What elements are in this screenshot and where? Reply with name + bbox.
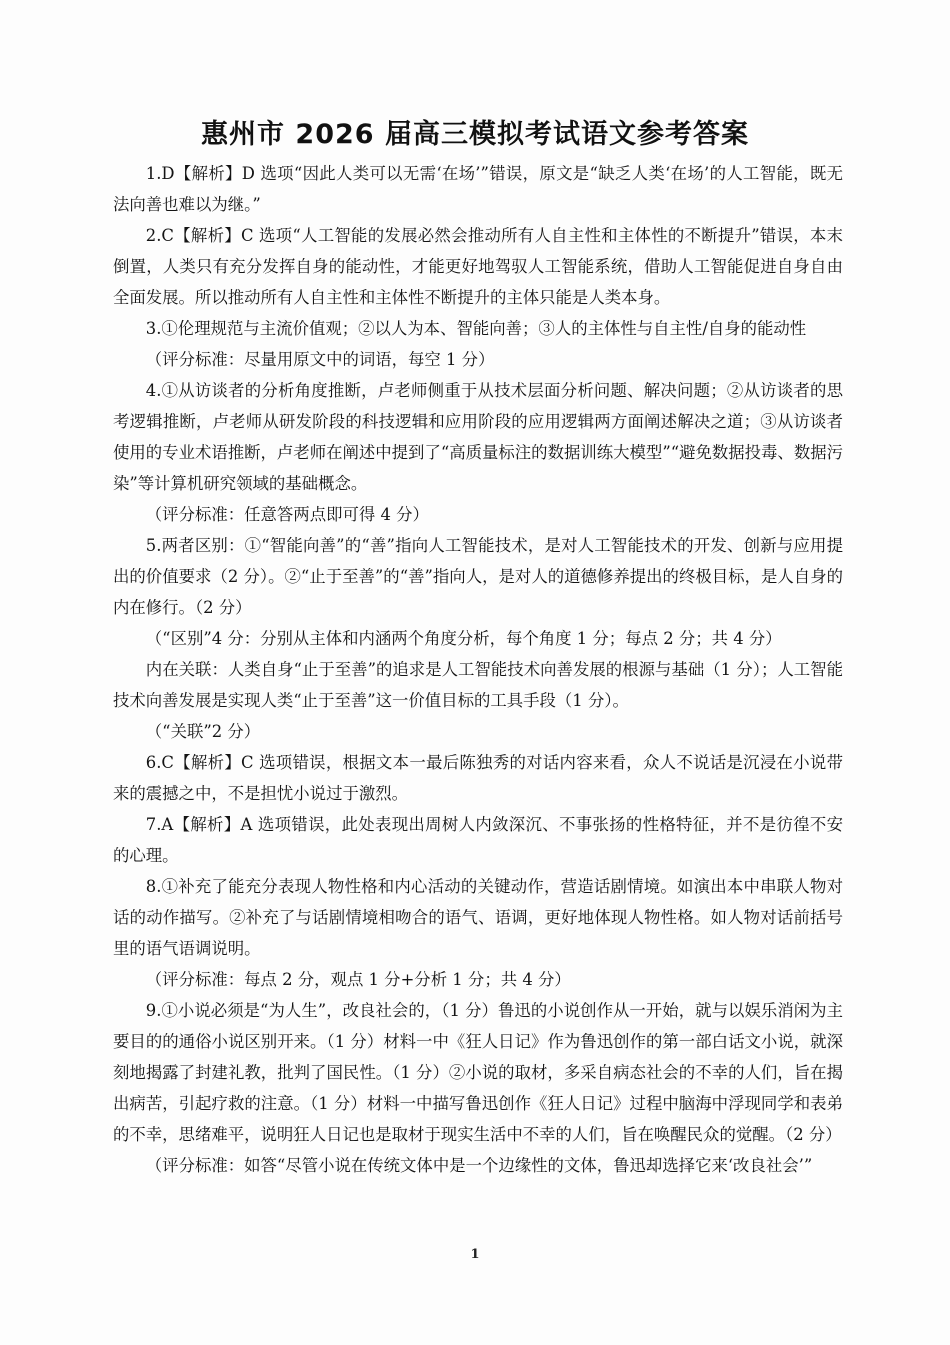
scoring-note-5-relation: （“关联”2 分） xyxy=(145,722,261,741)
scoring-note-5-difference: （“区别”4 分：分别从主体和内涵两个角度分析，每个角度 1 分；每点 2 分；共 4 分） xyxy=(145,629,782,648)
answer-8: 8.①补充了能充分表现人物性格和内心活动的关键动作，营造话剧情境。如演出本中串联人物对话的动作描写。②补充了与话剧情境相吻合的语气、语调，更好地体现人物性格。如人物对话前括号里的语气语调说明。 xyxy=(113,877,843,958)
answer-7: 7.A【解析】A 选项错误，此处表现出周树人内敛深沉、不事张扬的性格特征，并不是彷徨不安的心理。 xyxy=(113,815,843,865)
answer-2: 2.C【解析】C 选项“人工智能的发展必然会推动所有人自主性和主体性的不断提升”错误，本末倒置，人类只有充分发挥自身的能动性，才能更好地驾驭人工智能系统，借助人工智能促进自身自由全面发展。所以推动所有人自主性和主体性不断提升的主体只能是人类本身。 xyxy=(113,226,843,307)
answer-6: 6.C【解析】C 选项错误，根据文本一最后陈独秀的对话内容来看，众人不说话是沉浸在小说带来的震撼之中，不是担忧小说过于激烈。 xyxy=(113,753,843,803)
scoring-note-8: （评分标准：每点 2 分，观点 1 分+分析 1 分；共 4 分） xyxy=(145,970,571,989)
answer-1: 1.D【解析】D 选项“因此人类可以无需‘在场’”错误，原文是“缺乏人类‘在场’的人工智能，既无法向善也难以为继。” xyxy=(113,164,843,214)
scoring-note-4: （评分标准：任意答两点即可得 4 分） xyxy=(145,505,429,524)
answer-3: 3.①伦理规范与主流价值观；②以人为本、智能向善；③人的主体性与自主性/自身的能动性 xyxy=(145,319,807,338)
page-title: 惠州市 2026 届高三模拟考试语文参考答案 xyxy=(201,119,749,150)
answer-5-relation: 内在关联：人类自身“止于至善”的追求是人工智能技术向善发展的根源与基础（1 分）；人工智能技术向善发展是实现人类“止于至善”这一价值目标的工具手段（1 分）。 xyxy=(113,660,843,710)
answer-content xyxy=(113,158,843,1181)
answer-5: 5.两者区别：①“智能向善”的“善”指向人工智能技术，是对人工智能技术的开发、创新与应用提出的价值要求（2 分）。②“止于至善”的“善”指向人，是对人的道德修养提出的终极目标，是人自身的内在修行。（2 分） xyxy=(113,536,843,617)
answer-9: 9.①小说必须是“为人生”，改良社会的，（1 分）鲁迅的小说创作从一开始，就与以娱乐消闲为主要目的的通俗小说区别开来。（1 分）材料一中《狂人日记》作为鲁迅创作的第一部白话文小说，就深刻地揭露了封建礼教，批判了国民性。（1 分）②小说的取材，多采自病态社会的不幸的人们，旨在揭出病苦，引起疗救的注意。（1 分）材料一中描写鲁迅创作《狂人日记》过程中脑海中浮现同学和表弟的不幸，思绪难平，说明狂人日记也是取材于现实生活中不幸的人们，旨在唤醒民众的觉醒。（2 分） xyxy=(113,1001,843,1144)
scoring-note-9: （评分标准：如答“尽管小说在传统文体中是一个边缘性的文体，鲁迅却选择它来‘改良社会’” xyxy=(145,1156,813,1175)
scoring-note-3: （评分标准：尽量用原文中的词语，每空 1 分） xyxy=(145,350,495,369)
page-number: 1 xyxy=(470,1247,480,1262)
answer-4: 4.①从访谈者的分析角度推断，卢老师侧重于从技术层面分析问题、解决问题；②从访谈者的思考逻辑推断，卢老师从研发阶段的科技逻辑和应用阶段的应用逻辑两方面阐述解决之道；③从访谈者使用的专业术语推断，卢老师在阐述中提到了“高质量标注的数据训练大模型”“避免数据投毒、数据污染”等计算机研究领域的基础概念。 xyxy=(113,381,843,493)
